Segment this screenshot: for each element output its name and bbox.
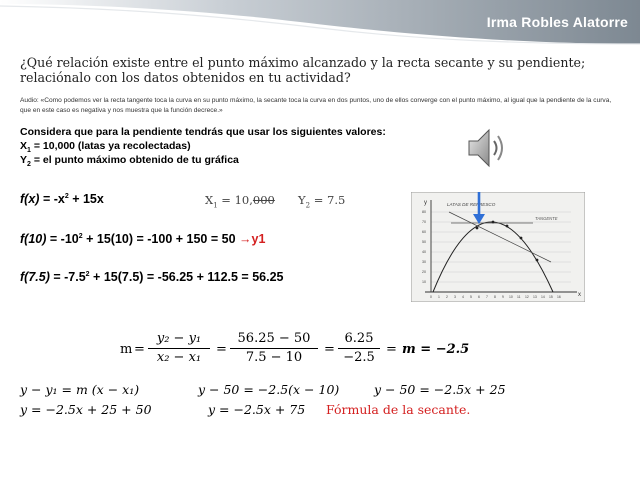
slope-result: m = −2.5: [402, 342, 470, 357]
values-intro: Considera que para la pendiente tendrás que usar los siguientes valores:: [20, 126, 386, 138]
y2-subscript: 2: [27, 161, 31, 169]
question-text: ¿Qué relación existe entre el punto máximo alcanzado y la recta secante y su pendiente; relaciónalo con los datos obtenidos en tu actividad?: [20, 55, 586, 85]
x-tick-label: 15: [549, 295, 553, 299]
slope-formula: [120, 330, 520, 376]
secant-formula-label: Fórmula de la secante.: [326, 402, 471, 417]
y2-value-number: = 7.5: [310, 193, 346, 207]
x1-symbol: X: [20, 140, 28, 152]
equals-sign: =: [216, 342, 227, 357]
point-slope-form: y − y₁ = m (x − x₁): [20, 382, 140, 397]
function-definition: [20, 192, 104, 206]
equals-sign: =: [324, 342, 335, 357]
fraction-simplified-numerator: 6.25: [338, 330, 380, 349]
y2-symbol: Y: [20, 154, 28, 166]
secant-equation: y = −2.5x + 75: [208, 402, 306, 417]
f10-term-b: + 15(10) = -100 + 150 = 50: [82, 232, 240, 246]
x-tick-label: 7: [486, 295, 488, 299]
x1-value-symbol: X: [205, 193, 214, 207]
fraction-simplified: [338, 330, 380, 367]
fraction-values-numerator: 56.25 − 50: [230, 330, 318, 349]
arrow-icon: →: [239, 232, 252, 246]
f10-exponent: 2: [78, 232, 83, 240]
fx-term-a: = -x: [42, 192, 65, 206]
y2-value: [298, 193, 345, 209]
combined-form: y = −2.5x + 25 + 50: [20, 402, 152, 417]
fx-term-b: + 15x: [68, 192, 104, 206]
y2-value-subscript: 2: [305, 201, 311, 210]
x1-description: = 10,000 (latas ya recolectadas): [30, 140, 191, 152]
y-tick-label: 50: [422, 240, 426, 244]
x-axis-label: x: [578, 292, 581, 298]
x-tick-label: 11: [517, 295, 521, 299]
x-tick-label: 2: [446, 295, 448, 299]
fraction-values-denominator: 7.5 − 10: [245, 350, 303, 365]
y-tick-label: 70: [422, 220, 426, 224]
y-tick-label: 30: [422, 260, 426, 264]
fraction-general: [148, 330, 210, 367]
x1-definition: [20, 140, 191, 154]
y-tick-label: 80: [422, 210, 426, 214]
x-tick-label: 16: [557, 295, 561, 299]
fraction-general-numerator: y₂ − y₁: [148, 330, 210, 349]
fx-exponent: 2: [64, 192, 69, 200]
f75-term-b: + 15(7.5) = -56.25 + 112.5 = 56.25: [89, 270, 284, 284]
y2-definition: [20, 154, 239, 168]
f10-term-a: = -10: [49, 232, 79, 246]
parabola-graph: [411, 192, 585, 302]
fraction-values: [230, 330, 318, 367]
x-tick-label: 9: [502, 295, 504, 299]
graph-frame: [411, 192, 585, 302]
x-tick-label: 10: [509, 295, 513, 299]
y-tick-label: 20: [422, 270, 426, 274]
f10-lhs: f(10): [20, 232, 47, 246]
expanded-form: y − 50 = −2.5x + 25: [374, 382, 506, 397]
x-tick-label: 4: [462, 295, 464, 299]
substituted-form: y − 50 = −2.5(x − 10): [198, 382, 340, 397]
x-tick-label: 12: [525, 295, 529, 299]
slope-m: m: [120, 342, 133, 357]
fraction-general-denominator: x₂ − x₁: [156, 350, 202, 365]
author-name: Irma Robles Alatorre: [486, 14, 628, 30]
y2-description: = el punto máximo obtenido de tu gráfica: [30, 154, 239, 166]
x1-value-subscript: 1: [213, 201, 218, 210]
x-tick-label: 1: [438, 295, 440, 299]
x1-subscript: 1: [27, 147, 31, 155]
x-tick-label: 6: [478, 295, 480, 299]
x-tick-label: 14: [541, 295, 545, 299]
y-axis-label: y: [424, 200, 427, 206]
y-tick-label: 10: [422, 280, 426, 284]
x-tick-label: 13: [533, 295, 537, 299]
x1-value-number: = 10,: [217, 193, 253, 207]
f75-term-a: = -7.5: [53, 270, 86, 284]
fraction-simplified-denominator: −2.5: [343, 350, 375, 365]
y2-value-symbol: Y: [298, 193, 306, 207]
graph-title: LATAS DE REFRESCO: [447, 202, 496, 207]
equals-sign: =: [386, 342, 397, 357]
evaluation-f75: [20, 270, 283, 284]
x-tick-label: 0: [430, 295, 432, 299]
header-banner: [0, 0, 640, 46]
x-tick-label: 3: [454, 295, 456, 299]
x1-value-struck: 000: [252, 193, 275, 207]
x-tick-label: 5: [470, 295, 472, 299]
speaker-icon[interactable]: [465, 125, 509, 171]
fx-lhs: f(x): [20, 192, 40, 206]
equals-sign: =: [134, 342, 145, 357]
y-tick-label: 40: [422, 250, 426, 254]
x-tick-label: 8: [494, 295, 496, 299]
y-tick-label: 60: [422, 230, 426, 234]
f75-exponent: 2: [85, 270, 90, 278]
tangent-label: TANGENTE: [535, 216, 558, 221]
evaluation-f10: [20, 232, 265, 246]
audio-transcript: Audio: «Como podemos ver la recta tangente toca la curva en su punto máximo, la secante toca la curva en dos puntos, uno de ellos converge con el punto máximo, al igual que la pendiente de la curva, que en este caso es negativa y nos muestra que la función decrece.»: [20, 97, 612, 114]
f10-result-label: y1: [251, 232, 266, 246]
x1-value: [205, 193, 275, 209]
f75-lhs: f(7.5): [20, 270, 50, 284]
